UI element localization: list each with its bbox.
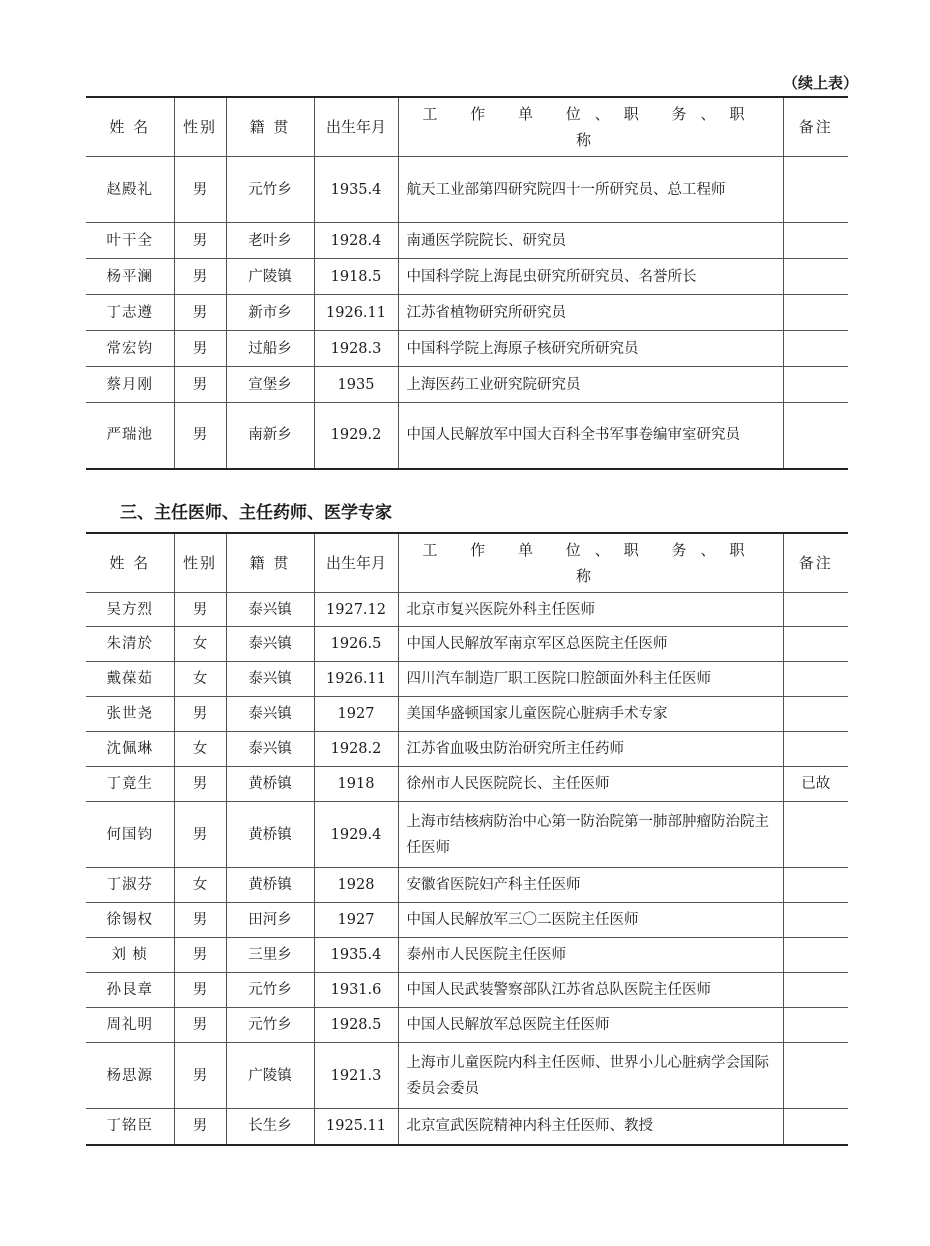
cell-origin: 新市乡	[226, 295, 314, 331]
cell-work: 江苏省血吸虫防治研究所主任药师	[398, 732, 783, 767]
cell-work: 中国人民解放军南京军区总医院主任医师	[398, 627, 783, 662]
cell-sex: 男	[174, 767, 226, 802]
cell-name: 常宏钧	[86, 331, 174, 367]
cell-name: 沈佩琳	[86, 732, 174, 767]
cell-work: 北京市复兴医院外科主任医师	[398, 593, 783, 627]
cell-work: 四川汽车制造厂职工医院口腔颌面外科主任医师	[398, 662, 783, 697]
table-row	[86, 802, 848, 868]
cell-name: 严瑞池	[86, 403, 174, 469]
cell-sex: 男	[174, 1008, 226, 1043]
cell-origin: 泰兴镇	[226, 593, 314, 627]
cell-name: 何国钧	[86, 802, 174, 868]
cell-work: 上海医药工业研究院研究员	[398, 367, 783, 403]
header-birth: 出生年月	[314, 533, 398, 593]
table-row	[86, 767, 848, 802]
cell-sex: 男	[174, 223, 226, 259]
cell-name: 丁志遵	[86, 295, 174, 331]
cell-sex: 男	[174, 802, 226, 868]
header-origin: 籍 贯	[226, 533, 314, 593]
cell-note	[783, 868, 848, 903]
cell-birth: 1935.4	[314, 938, 398, 973]
cell-birth: 1929.4	[314, 802, 398, 868]
cell-note	[783, 593, 848, 627]
cell-birth: 1927	[314, 903, 398, 938]
cell-name: 徐锡权	[86, 903, 174, 938]
cell-name: 吴方烈	[86, 593, 174, 627]
cell-sex: 男	[174, 259, 226, 295]
cell-note	[783, 627, 848, 662]
cell-name: 孙艮章	[86, 973, 174, 1008]
cell-name: 蔡月刚	[86, 367, 174, 403]
cell-birth: 1928.5	[314, 1008, 398, 1043]
cell-sex: 男	[174, 938, 226, 973]
cell-sex: 女	[174, 868, 226, 903]
cell-origin: 元竹乡	[226, 1008, 314, 1043]
header-note: 备注	[783, 97, 848, 157]
table-row	[86, 331, 848, 367]
cell-sex: 男	[174, 295, 226, 331]
cell-birth: 1926.11	[314, 662, 398, 697]
cell-sex: 女	[174, 732, 226, 767]
table-row	[86, 627, 848, 662]
cell-note	[783, 157, 848, 223]
cell-origin: 广陵镇	[226, 259, 314, 295]
table-row	[86, 1008, 848, 1043]
cell-birth: 1928.2	[314, 732, 398, 767]
cell-work: 中国科学院上海原子核研究所研究员	[398, 331, 783, 367]
table-row	[86, 403, 848, 469]
cell-name: 丁竟生	[86, 767, 174, 802]
cell-work: 中国科学院上海昆虫研究所研究员、名誉所长	[398, 259, 783, 295]
cell-origin: 宣堡乡	[226, 367, 314, 403]
table-row	[86, 732, 848, 767]
table-row	[86, 903, 848, 938]
cell-name: 丁淑芬	[86, 868, 174, 903]
header-birth: 出生年月	[314, 97, 398, 157]
cell-note	[783, 223, 848, 259]
cell-sex: 男	[174, 593, 226, 627]
header-work: 工 作 单 位、职 务、职 称	[398, 97, 783, 157]
cell-origin: 广陵镇	[226, 1043, 314, 1109]
cell-origin: 元竹乡	[226, 157, 314, 223]
cell-sex: 男	[174, 973, 226, 1008]
cell-note	[783, 331, 848, 367]
cell-note	[783, 1109, 848, 1145]
cell-birth: 1929.2	[314, 403, 398, 469]
table-row	[86, 223, 848, 259]
cell-name: 戴葆茹	[86, 662, 174, 697]
cell-name: 周礼明	[86, 1008, 174, 1043]
cell-birth: 1926.11	[314, 295, 398, 331]
cell-birth: 1921.3	[314, 1043, 398, 1109]
table-row	[86, 593, 848, 627]
cell-birth: 1918.5	[314, 259, 398, 295]
cell-name: 张世尧	[86, 697, 174, 732]
cell-note	[783, 802, 848, 868]
table-row	[86, 662, 848, 697]
cell-work: 徐州市人民医院院长、主任医师	[398, 767, 783, 802]
cell-work: 江苏省植物研究所研究员	[398, 295, 783, 331]
table-row	[86, 157, 848, 223]
cell-name: 叶干全	[86, 223, 174, 259]
cell-name: 刘 桢	[86, 938, 174, 973]
cell-origin: 泰兴镇	[226, 662, 314, 697]
cell-note	[783, 1008, 848, 1043]
cell-work: 南通医学院院长、研究员	[398, 223, 783, 259]
table-header-row	[86, 533, 848, 593]
cell-sex: 男	[174, 367, 226, 403]
cell-work: 中国人民解放军三〇二医院主任医师	[398, 903, 783, 938]
cell-birth: 1928	[314, 868, 398, 903]
table-row	[86, 1109, 848, 1145]
table-researchers	[86, 96, 848, 470]
table-row	[86, 868, 848, 903]
cell-work: 中国人民解放军总医院主任医师	[398, 1008, 783, 1043]
cell-sex: 女	[174, 662, 226, 697]
cell-sex: 男	[174, 697, 226, 732]
cell-name: 杨思源	[86, 1043, 174, 1109]
cell-birth: 1928.3	[314, 331, 398, 367]
cell-origin: 三里乡	[226, 938, 314, 973]
header-name: 姓 名	[86, 533, 174, 593]
cell-note: 已故	[783, 767, 848, 802]
cell-origin: 田河乡	[226, 903, 314, 938]
cell-work: 北京宣武医院精神内科主任医师、教授	[398, 1109, 783, 1145]
cell-birth: 1928.4	[314, 223, 398, 259]
cell-origin: 南新乡	[226, 403, 314, 469]
table-row	[86, 697, 848, 732]
cell-work: 上海市结核病防治中心第一防治院第一肺部肿瘤防治院主任医师	[398, 802, 783, 868]
cell-sex: 男	[174, 1109, 226, 1145]
cell-name: 丁铭臣	[86, 1109, 174, 1145]
cell-note	[783, 403, 848, 469]
cell-birth: 1925.11	[314, 1109, 398, 1145]
cell-birth: 1931.6	[314, 973, 398, 1008]
cell-sex: 女	[174, 627, 226, 662]
cell-origin: 泰兴镇	[226, 697, 314, 732]
table-physicians	[86, 532, 848, 1146]
cell-origin: 黄桥镇	[226, 767, 314, 802]
cell-origin: 过船乡	[226, 331, 314, 367]
cell-work: 中国人民武装警察部队江苏省总队医院主任医师	[398, 973, 783, 1008]
cell-note	[783, 295, 848, 331]
cell-origin: 元竹乡	[226, 973, 314, 1008]
cell-birth: 1927.12	[314, 593, 398, 627]
table-row	[86, 367, 848, 403]
cell-note	[783, 1043, 848, 1109]
section-title: 三、主任医师、主任药师、医学专家	[120, 503, 392, 523]
cell-note	[783, 662, 848, 697]
table-row	[86, 259, 848, 295]
header-sex: 性别	[174, 97, 226, 157]
table-row	[86, 973, 848, 1008]
cell-work: 美国华盛顿国家儿童医院心脏病手术专家	[398, 697, 783, 732]
cell-birth: 1926.5	[314, 627, 398, 662]
table-header-row	[86, 97, 848, 157]
cell-name: 赵殿礼	[86, 157, 174, 223]
cell-note	[783, 973, 848, 1008]
cell-origin: 黄桥镇	[226, 802, 314, 868]
cell-note	[783, 259, 848, 295]
header-note: 备注	[783, 533, 848, 593]
cell-work: 安徽省医院妇产科主任医师	[398, 868, 783, 903]
cell-birth: 1927	[314, 697, 398, 732]
cell-work: 泰州市人民医院主任医师	[398, 938, 783, 973]
cell-note	[783, 367, 848, 403]
header-sex: 性别	[174, 533, 226, 593]
continuation-label: （续上表）	[782, 74, 858, 92]
cell-birth: 1918	[314, 767, 398, 802]
cell-origin: 老叶乡	[226, 223, 314, 259]
table-row	[86, 295, 848, 331]
cell-work: 中国人民解放军中国大百科全书军事卷编审室研究员	[398, 403, 783, 469]
cell-origin: 泰兴镇	[226, 627, 314, 662]
cell-note	[783, 938, 848, 973]
cell-work: 航天工业部第四研究院四十一所研究员、总工程师	[398, 157, 783, 223]
header-origin: 籍 贯	[226, 97, 314, 157]
cell-name: 杨平澜	[86, 259, 174, 295]
cell-note	[783, 903, 848, 938]
cell-origin: 泰兴镇	[226, 732, 314, 767]
cell-sex: 男	[174, 903, 226, 938]
cell-name: 朱清於	[86, 627, 174, 662]
header-work: 工 作 单 位、职 务、职 称	[398, 533, 783, 593]
cell-work: 上海市儿童医院内科主任医师、世界小儿心脏病学会国际委员会委员	[398, 1043, 783, 1109]
cell-note	[783, 732, 848, 767]
cell-origin: 长生乡	[226, 1109, 314, 1145]
header-name: 姓 名	[86, 97, 174, 157]
table-row	[86, 1043, 848, 1109]
cell-birth: 1935	[314, 367, 398, 403]
cell-origin: 黄桥镇	[226, 868, 314, 903]
cell-sex: 男	[174, 1043, 226, 1109]
cell-birth: 1935.4	[314, 157, 398, 223]
cell-sex: 男	[174, 403, 226, 469]
table-row	[86, 938, 848, 973]
cell-sex: 男	[174, 331, 226, 367]
cell-note	[783, 697, 848, 732]
cell-sex: 男	[174, 157, 226, 223]
